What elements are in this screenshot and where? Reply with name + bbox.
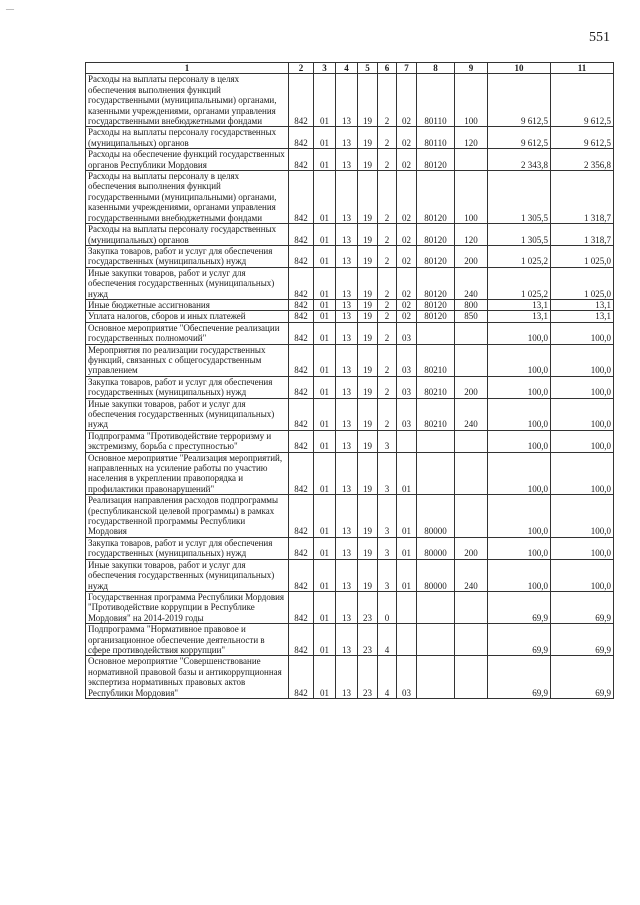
table-row <box>86 398 614 430</box>
table-cell-col-10: 9 612,5 <box>488 74 551 127</box>
row-description: Мероприятия по реализации государственных функций, связанных с общегосударственным управлением <box>86 344 289 376</box>
table-cell-col-3: 01 <box>314 344 336 376</box>
table-cell-col-3: 01 <box>314 559 336 591</box>
table-row <box>86 495 614 538</box>
table-cell-col-2: 842 <box>289 624 314 656</box>
table-cell-col-5: 23 <box>358 591 378 623</box>
table-cell-col-3: 01 <box>314 452 336 495</box>
table-cell-col-11: 1 318,7 <box>551 224 614 246</box>
table-cell-col-7: 02 <box>397 267 417 299</box>
table-cell-col-3: 01 <box>314 537 336 559</box>
table-cell-col-7: 03 <box>397 656 417 699</box>
table-cell-col-8: 80110 <box>417 127 455 149</box>
row-description: Иные закупки товаров, работ и услуг для обеспечения государственных (муниципальных) нужд <box>86 398 289 430</box>
table-cell-col-4: 13 <box>336 311 358 322</box>
table-cell-col-6: 3 <box>378 537 397 559</box>
table-cell-col-10: 100,0 <box>488 537 551 559</box>
table-cell-col-8 <box>417 591 455 623</box>
table-cell-col-7: 03 <box>397 376 417 398</box>
row-description: Закупка товаров, работ и услуг для обеспечения государственных (муниципальных) нужд <box>86 376 289 398</box>
table-cell-col-7 <box>397 591 417 623</box>
row-description: Подпрограмма "Нормативное правовое и организационное обеспечение деятельности в сфере противодействия коррупции" <box>86 624 289 656</box>
table-cell-col-9 <box>455 149 488 171</box>
table-cell-col-7: 03 <box>397 398 417 430</box>
table-cell-col-3: 01 <box>314 591 336 623</box>
table-cell-col-10: 100,0 <box>488 376 551 398</box>
table-cell-col-3: 01 <box>314 74 336 127</box>
table-cell-col-9 <box>455 452 488 495</box>
table-cell-col-3: 01 <box>314 224 336 246</box>
table-cell-col-6: 2 <box>378 149 397 171</box>
table-cell-col-6: 2 <box>378 322 397 344</box>
row-description: Расходы на выплаты персоналу государственных (муниципальных) органов <box>86 224 289 246</box>
table-cell-col-9 <box>455 656 488 699</box>
table-cell-col-3: 01 <box>314 149 336 171</box>
table-cell-col-2: 842 <box>289 171 314 224</box>
table-cell-col-4: 13 <box>336 452 358 495</box>
table-cell-col-4: 13 <box>336 537 358 559</box>
table-row <box>86 559 614 591</box>
table-cell-col-10: 69,9 <box>488 656 551 699</box>
table-cell-col-10: 69,9 <box>488 624 551 656</box>
table-cell-col-7: 03 <box>397 344 417 376</box>
table-cell-col-5: 19 <box>358 495 378 538</box>
table-cell-col-5: 19 <box>358 537 378 559</box>
table-cell-col-8 <box>417 430 455 452</box>
table-cell-col-6: 2 <box>378 299 397 310</box>
row-description: Реализация направления расходов подпрограммы (республиканской целевой программы) в рамках государственной программы Республики Мордовия <box>86 495 289 538</box>
table-cell-col-2: 842 <box>289 245 314 267</box>
table-cell-col-3: 01 <box>314 311 336 322</box>
table-cell-col-4: 13 <box>336 656 358 699</box>
scan-corner-mark: — <box>6 4 14 13</box>
table-cell-col-3: 01 <box>314 322 336 344</box>
table-cell-col-4: 13 <box>336 376 358 398</box>
table-cell-col-2: 842 <box>289 430 314 452</box>
table-cell-col-10: 13,1 <box>488 311 551 322</box>
table-cell-col-5: 23 <box>358 624 378 656</box>
table-cell-col-2: 842 <box>289 591 314 623</box>
table-cell-col-10: 100,0 <box>488 398 551 430</box>
table-cell-col-7: 02 <box>397 224 417 246</box>
table-cell-col-4: 13 <box>336 245 358 267</box>
table-row <box>86 224 614 246</box>
table-cell-col-6: 3 <box>378 452 397 495</box>
table-cell-col-9 <box>455 495 488 538</box>
table-cell-col-2: 842 <box>289 376 314 398</box>
table-cell-col-6: 2 <box>378 245 397 267</box>
table-cell-col-2: 842 <box>289 74 314 127</box>
table-cell-col-10: 13,1 <box>488 299 551 310</box>
table-cell-col-11: 9 612,5 <box>551 127 614 149</box>
table-cell-col-5: 19 <box>358 299 378 310</box>
table-cell-col-3: 01 <box>314 398 336 430</box>
table-row <box>86 591 614 623</box>
column-header: 11 <box>551 63 614 74</box>
table-cell-col-8 <box>417 624 455 656</box>
table-cell-col-7: 02 <box>397 127 417 149</box>
table-cell-col-8: 80000 <box>417 495 455 538</box>
table-cell-col-9 <box>455 591 488 623</box>
table-cell-col-3: 01 <box>314 171 336 224</box>
table-cell-col-11: 69,9 <box>551 624 614 656</box>
row-description: Расходы на выплаты персоналу государственных (муниципальных) органов <box>86 127 289 149</box>
table-cell-col-11: 100,0 <box>551 322 614 344</box>
row-description: Подпрограмма "Противодействие терроризму и экстремизму, борьба с преступностью" <box>86 430 289 452</box>
table-row <box>86 537 614 559</box>
table-cell-col-6: 2 <box>378 224 397 246</box>
table-cell-col-10: 9 612,5 <box>488 127 551 149</box>
table-row <box>86 171 614 224</box>
table-cell-col-11: 2 356,8 <box>551 149 614 171</box>
table-cell-col-3: 01 <box>314 430 336 452</box>
table-cell-col-11: 13,1 <box>551 311 614 322</box>
table-cell-col-9: 850 <box>455 311 488 322</box>
table-cell-col-4: 13 <box>336 559 358 591</box>
table-cell-col-4: 13 <box>336 171 358 224</box>
table-cell-col-4: 13 <box>336 299 358 310</box>
table-cell-col-6: 3 <box>378 495 397 538</box>
table-cell-col-7: 02 <box>397 311 417 322</box>
table-cell-col-4: 13 <box>336 267 358 299</box>
table-cell-col-9 <box>455 430 488 452</box>
table-cell-col-6: 2 <box>378 267 397 299</box>
table-cell-col-9: 120 <box>455 224 488 246</box>
table-cell-col-2: 842 <box>289 322 314 344</box>
table-header-row <box>86 63 614 74</box>
table-row <box>86 299 614 310</box>
table-cell-col-5: 19 <box>358 430 378 452</box>
table-cell-col-11: 100,0 <box>551 559 614 591</box>
table-cell-col-5: 19 <box>358 245 378 267</box>
column-header: 5 <box>358 63 378 74</box>
table-cell-col-7: 02 <box>397 74 417 127</box>
table-row <box>86 311 614 322</box>
table-cell-col-8: 80120 <box>417 149 455 171</box>
table-row <box>86 430 614 452</box>
table-row <box>86 376 614 398</box>
table-cell-col-6: 2 <box>378 74 397 127</box>
column-header: 2 <box>289 63 314 74</box>
table-cell-col-10: 100,0 <box>488 452 551 495</box>
table-cell-col-5: 19 <box>358 267 378 299</box>
table-cell-col-4: 13 <box>336 149 358 171</box>
table-cell-col-10: 1 305,5 <box>488 224 551 246</box>
table-cell-col-10: 69,9 <box>488 591 551 623</box>
table-cell-col-3: 01 <box>314 495 336 538</box>
table-cell-col-5: 19 <box>358 74 378 127</box>
table-cell-col-10: 2 343,8 <box>488 149 551 171</box>
table-cell-col-5: 19 <box>358 127 378 149</box>
row-description: Иные закупки товаров, работ и услуг для обеспечения государственных (муниципальных) нужд <box>86 559 289 591</box>
table-cell-col-3: 01 <box>314 127 336 149</box>
table-cell-col-7: 01 <box>397 495 417 538</box>
table-cell-col-5: 23 <box>358 656 378 699</box>
table-cell-col-5: 19 <box>358 398 378 430</box>
table-cell-col-6: 0 <box>378 591 397 623</box>
table-cell-col-2: 842 <box>289 344 314 376</box>
table-cell-col-2: 842 <box>289 559 314 591</box>
table-row <box>86 656 614 699</box>
table-cell-col-11: 100,0 <box>551 376 614 398</box>
table-cell-col-9: 100 <box>455 171 488 224</box>
table-cell-col-6: 2 <box>378 398 397 430</box>
table-cell-col-8: 80000 <box>417 537 455 559</box>
table-cell-col-8: 80120 <box>417 299 455 310</box>
table-row <box>86 127 614 149</box>
table-cell-col-8: 80000 <box>417 559 455 591</box>
table-cell-col-2: 842 <box>289 267 314 299</box>
table-cell-col-9 <box>455 344 488 376</box>
table-cell-col-5: 19 <box>358 559 378 591</box>
table-cell-col-8: 80120 <box>417 267 455 299</box>
table-cell-col-9 <box>455 624 488 656</box>
table-cell-col-8: 80110 <box>417 74 455 127</box>
table-cell-col-5: 19 <box>358 322 378 344</box>
table-cell-col-3: 01 <box>314 624 336 656</box>
table-cell-col-4: 13 <box>336 430 358 452</box>
page-number: 551 <box>589 30 610 45</box>
table-cell-col-8: 80210 <box>417 376 455 398</box>
table-cell-col-4: 13 <box>336 591 358 623</box>
table-cell-col-3: 01 <box>314 245 336 267</box>
table-body <box>86 63 614 699</box>
column-header: 3 <box>314 63 336 74</box>
table-cell-col-10: 1 025,2 <box>488 267 551 299</box>
table-cell-col-4: 13 <box>336 398 358 430</box>
row-description: Основное мероприятие "Совершенствование нормативной правовой базы и антикоррупционная экспертиза нормативных правовых актов Республики Мордовия" <box>86 656 289 699</box>
table-cell-col-11: 13,1 <box>551 299 614 310</box>
table-row <box>86 624 614 656</box>
table-cell-col-2: 842 <box>289 398 314 430</box>
table-cell-col-3: 01 <box>314 267 336 299</box>
table-cell-col-11: 100,0 <box>551 430 614 452</box>
table-cell-col-4: 13 <box>336 74 358 127</box>
row-description: Основное мероприятие "Обеспечение реализации государственных полномочий" <box>86 322 289 344</box>
table-cell-col-8: 80210 <box>417 344 455 376</box>
table-cell-col-6: 2 <box>378 127 397 149</box>
column-header: 10 <box>488 63 551 74</box>
table-cell-col-8: 80120 <box>417 311 455 322</box>
table-cell-col-7: 03 <box>397 322 417 344</box>
table-cell-col-9: 240 <box>455 398 488 430</box>
table-cell-col-5: 19 <box>358 344 378 376</box>
column-header: 6 <box>378 63 397 74</box>
column-header: 1 <box>86 63 289 74</box>
table-cell-col-11: 1 025,0 <box>551 267 614 299</box>
table-cell-col-11: 1 025,0 <box>551 245 614 267</box>
table-cell-col-8 <box>417 656 455 699</box>
table-cell-col-11: 9 612,5 <box>551 74 614 127</box>
table-cell-col-5: 19 <box>358 171 378 224</box>
table-cell-col-9: 200 <box>455 537 488 559</box>
column-header: 4 <box>336 63 358 74</box>
column-header: 9 <box>455 63 488 74</box>
table-cell-col-8: 80120 <box>417 224 455 246</box>
table-cell-col-2: 842 <box>289 311 314 322</box>
table-cell-col-9: 240 <box>455 267 488 299</box>
table-cell-col-6: 4 <box>378 624 397 656</box>
row-description: Основное мероприятие "Реализация мероприятий, направленных на усиление работы по участию населения в укреплении правопорядка и профилактики правонарушений" <box>86 452 289 495</box>
row-description: Иные закупки товаров, работ и услуг для обеспечения государственных (муниципальных) нужд <box>86 267 289 299</box>
table-cell-col-7: 02 <box>397 245 417 267</box>
table-cell-col-4: 13 <box>336 127 358 149</box>
table-row <box>86 452 614 495</box>
table-cell-col-11: 100,0 <box>551 398 614 430</box>
table-cell-col-7: 01 <box>397 559 417 591</box>
table-cell-col-6: 2 <box>378 376 397 398</box>
table-cell-col-4: 13 <box>336 322 358 344</box>
table-cell-col-9 <box>455 322 488 344</box>
table-cell-col-8 <box>417 322 455 344</box>
table-cell-col-10: 1 305,5 <box>488 171 551 224</box>
table-row <box>86 344 614 376</box>
table-cell-col-8: 80120 <box>417 171 455 224</box>
row-description: Расходы на выплаты персоналу в целях обеспечения выполнения функций государственными (муниципальными) органами, казенными учреждениями, органами управления государственными внебюджетными фондами <box>86 74 289 127</box>
table-cell-col-4: 13 <box>336 224 358 246</box>
table-cell-col-7: 01 <box>397 537 417 559</box>
table-cell-col-6: 2 <box>378 171 397 224</box>
table-cell-col-6: 3 <box>378 559 397 591</box>
table-cell-col-10: 100,0 <box>488 495 551 538</box>
table-cell-col-10: 100,0 <box>488 559 551 591</box>
table-row <box>86 322 614 344</box>
table-cell-col-6: 4 <box>378 656 397 699</box>
budget-table <box>85 62 614 699</box>
table-cell-col-11: 100,0 <box>551 537 614 559</box>
table-cell-col-9: 200 <box>455 376 488 398</box>
table-cell-col-5: 19 <box>358 149 378 171</box>
table-cell-col-2: 842 <box>289 149 314 171</box>
table-cell-col-7 <box>397 430 417 452</box>
table-cell-col-2: 842 <box>289 537 314 559</box>
table-cell-col-11: 69,9 <box>551 656 614 699</box>
table-row <box>86 267 614 299</box>
row-description: Расходы на обеспечение функций государственных органов Республики Мордовия <box>86 149 289 171</box>
column-header: 8 <box>417 63 455 74</box>
table-cell-col-2: 842 <box>289 452 314 495</box>
table-cell-col-5: 19 <box>358 452 378 495</box>
table-cell-col-2: 842 <box>289 127 314 149</box>
table-cell-col-8: 80120 <box>417 245 455 267</box>
table-cell-col-7: 02 <box>397 299 417 310</box>
table-cell-col-7 <box>397 624 417 656</box>
table-cell-col-2: 842 <box>289 656 314 699</box>
table-cell-col-11: 100,0 <box>551 495 614 538</box>
table-cell-col-10: 100,0 <box>488 344 551 376</box>
table-cell-col-7: 02 <box>397 171 417 224</box>
table-cell-col-7: 02 <box>397 149 417 171</box>
table-cell-col-4: 13 <box>336 495 358 538</box>
table-cell-col-11: 69,9 <box>551 591 614 623</box>
row-description: Закупка товаров, работ и услуг для обеспечения государственных (муниципальных) нужд <box>86 245 289 267</box>
row-description: Закупка товаров, работ и услуг для обеспечения государственных (муниципальных) нужд <box>86 537 289 559</box>
table-cell-col-4: 13 <box>336 344 358 376</box>
table-cell-col-2: 842 <box>289 299 314 310</box>
table-row <box>86 245 614 267</box>
table-cell-col-2: 842 <box>289 224 314 246</box>
table-cell-col-5: 19 <box>358 311 378 322</box>
table-cell-col-2: 842 <box>289 495 314 538</box>
table-cell-col-3: 01 <box>314 656 336 699</box>
table-cell-col-9: 800 <box>455 299 488 310</box>
table-cell-col-9: 240 <box>455 559 488 591</box>
row-description: Уплата налогов, сборов и иных платежей <box>86 311 289 322</box>
table-cell-col-7: 01 <box>397 452 417 495</box>
table-cell-col-3: 01 <box>314 299 336 310</box>
table-cell-col-10: 100,0 <box>488 430 551 452</box>
row-description: Расходы на выплаты персоналу в целях обеспечения выполнения функций государственными (муниципальными) органами, казенными учреждениями, органами управления государственными внебюджетными фондами <box>86 171 289 224</box>
table-cell-col-8 <box>417 452 455 495</box>
table-cell-col-9: 100 <box>455 74 488 127</box>
table-cell-col-6: 3 <box>378 430 397 452</box>
table-cell-col-6: 2 <box>378 311 397 322</box>
table-cell-col-10: 100,0 <box>488 322 551 344</box>
table-cell-col-9: 120 <box>455 127 488 149</box>
row-description: Государственная программа Республики Мордовия "Противодействие коррупции в Республике Мордовия" на 2014-2019 годы <box>86 591 289 623</box>
table-cell-col-10: 1 025,2 <box>488 245 551 267</box>
column-header: 7 <box>397 63 417 74</box>
table-cell-col-9: 200 <box>455 245 488 267</box>
table-cell-col-8: 80210 <box>417 398 455 430</box>
table-row <box>86 149 614 171</box>
table-cell-col-11: 1 318,7 <box>551 171 614 224</box>
table-row <box>86 74 614 127</box>
table-cell-col-6: 2 <box>378 344 397 376</box>
table-cell-col-11: 100,0 <box>551 452 614 495</box>
table-cell-col-5: 19 <box>358 224 378 246</box>
row-description: Иные бюджетные ассигнования <box>86 299 289 310</box>
table-cell-col-11: 100,0 <box>551 344 614 376</box>
table-cell-col-4: 13 <box>336 624 358 656</box>
table-cell-col-5: 19 <box>358 376 378 398</box>
table-cell-col-3: 01 <box>314 376 336 398</box>
